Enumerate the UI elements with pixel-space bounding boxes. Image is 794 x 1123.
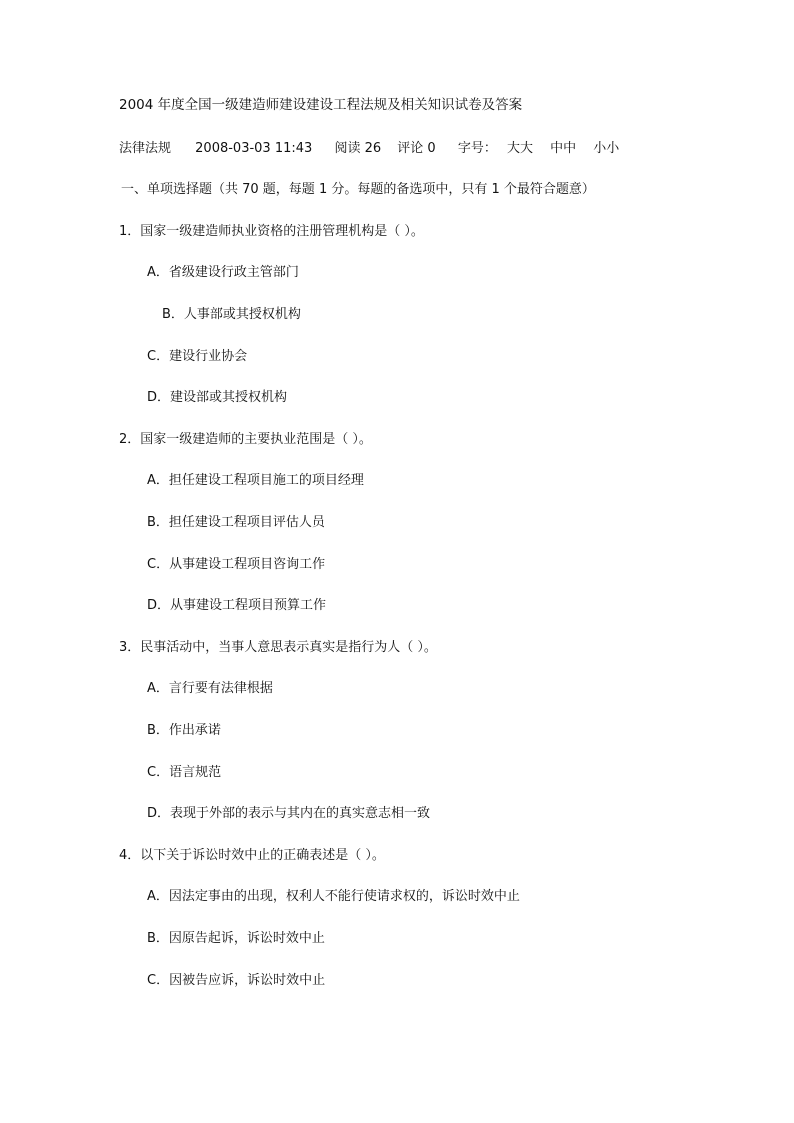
article-meta-bar (119, 140, 619, 158)
question-3-option-b: B．作出承诺 (147, 723, 221, 738)
font-size-label: 字号： (457, 141, 497, 156)
font-size-small-link[interactable]: 小小 (593, 141, 620, 156)
question-1-option-a: A．省级建设行政主管部门 (147, 265, 299, 280)
question-2: 2．国家一级建造师的主要执业范围是（ ）。 (119, 432, 372, 447)
publish-datetime: 2008-03-03 11:43 (195, 141, 313, 156)
question-1-option-b: B．人事部或其授权机构 (162, 307, 301, 322)
font-size-large-link[interactable]: 大大 (506, 141, 533, 156)
font-size-medium-link[interactable]: 中中 (550, 141, 577, 156)
section-heading: 一、单项选择题（共 70 题，每题 1 分。每题的备选项中，只有 1 个最符合题意） (121, 182, 595, 197)
question-3-option-d: D．表现于外部的表示与其内在的真实意志相一致 (147, 806, 431, 821)
question-4-option-c: C．因被告应诉，诉讼时效中止 (147, 973, 326, 988)
question-4-option-a: A．因法定事由的出现，权利人不能行使请求权的，诉讼时效中止 (147, 889, 520, 904)
question-2-option-c: C．从事建设工程项目咨询工作 (147, 557, 326, 572)
question-2-option-a: A．担任建设工程项目施工的项目经理 (147, 473, 364, 488)
comment-count: 评论 0 (397, 141, 436, 156)
question-3-option-a: A．言行要有法律根据 (147, 681, 273, 696)
question-4-option-b: B．因原告起诉，诉讼时效中止 (147, 931, 325, 946)
question-2-option-d: D．从事建设工程项目预算工作 (147, 598, 327, 613)
question-1: 1．国家一级建造师执业资格的注册管理机构是（ ）。 (119, 224, 424, 239)
question-3: 3．民事活动中，当事人意思表示真实是指行为人（ ）。 (119, 640, 437, 655)
question-1-option-c: C．建设行业协会 (147, 349, 248, 364)
category-label: 法律法规 (119, 141, 172, 156)
question-1-option-d: D．建设部或其授权机构 (147, 390, 288, 405)
document-title: 2004 年度全国一级建造师建设建设工程法规及相关知识试卷及答案 (119, 97, 523, 113)
question-3-option-c: C．语言规范 (147, 765, 222, 780)
question-2-option-b: B．担任建设工程项目评估人员 (147, 515, 325, 530)
question-4: 4．以下关于诉讼时效中止的正确表述是（ ）。 (119, 848, 385, 863)
read-count: 阅读 26 (334, 141, 382, 156)
